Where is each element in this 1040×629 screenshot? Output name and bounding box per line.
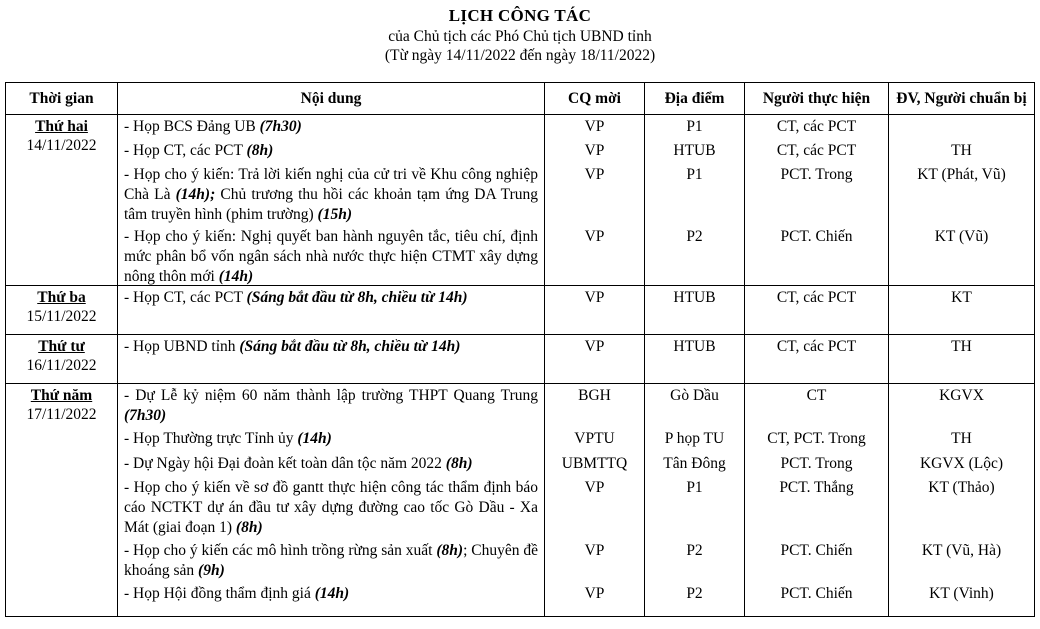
place-cell	[645, 384, 745, 617]
prep-cell	[889, 286, 1035, 335]
agenda-time: (Sáng bắt đầu từ 8h, chiều từ 14h)	[246, 289, 468, 306]
cq-cell	[545, 384, 645, 617]
content-cell	[118, 115, 545, 286]
day-date: 17/11/2022	[26, 406, 97, 423]
place-cell	[645, 335, 745, 384]
table-header-row	[6, 83, 1035, 115]
preparer: KT (Vũ, Hà)	[921, 542, 1002, 559]
prep-cell	[889, 335, 1035, 384]
day-name: Thứ ba	[37, 289, 86, 306]
schedule-table	[5, 82, 1035, 617]
executor: PCT. Chiến	[780, 228, 853, 245]
location: P họp TU	[664, 430, 725, 447]
day-name: Thứ tư	[38, 338, 85, 355]
agenda-text: ; Chuyên đề khoáng sản	[124, 542, 538, 579]
location: P2	[686, 228, 703, 245]
agenda-text: - Họp CT, các PCT	[124, 289, 247, 306]
day-name: Thứ hai	[35, 118, 88, 135]
preparer: TH	[951, 142, 972, 159]
agenda-item	[118, 227, 544, 287]
column-header: ĐV, Người chuẩn bị	[889, 83, 1035, 115]
agenda-time: (14h);	[175, 186, 216, 203]
who-cell	[745, 286, 889, 335]
executor: CT, các PCT	[776, 118, 857, 135]
day-date: 16/11/2022	[26, 357, 97, 374]
preparer: KT (Vũ)	[934, 228, 989, 245]
location: P1	[686, 118, 703, 135]
agenda-time: (8h)	[235, 519, 263, 536]
cq-cell	[545, 286, 645, 335]
agenda-time: (14h)	[297, 430, 332, 447]
day-cell	[6, 286, 118, 335]
agenda-text: - Họp cho ý kiến: Trả lời kiến nghị của cử tri về Khu công nghiệp Chà Là	[124, 166, 538, 203]
location: HTUB	[673, 142, 716, 159]
location: P2	[686, 542, 703, 559]
day-row	[6, 286, 1035, 335]
executor: PCT. Trong	[780, 166, 853, 183]
inviting-agency: BGH	[578, 387, 611, 404]
agenda-item	[118, 337, 544, 357]
agenda-text: - Họp Thường trực Tỉnh ủy	[124, 430, 298, 447]
executor: CT, PCT. Trong	[767, 430, 866, 447]
date-range: (Từ ngày 14/11/2022 đến ngày 18/11/2022)	[384, 47, 656, 64]
agenda-text: - Họp cho ý kiến các mô hình trồng rừng sản xuất	[124, 542, 437, 559]
place-cell	[645, 286, 745, 335]
agenda-time: (Sáng bắt đầu từ 8h, chiều từ 14h)	[239, 338, 461, 355]
executor: PCT. Thắng	[779, 479, 854, 496]
agenda-text: Chủ trương thu hồi các khoản tạm ứng DA Trung tâm truyền hình (phim trường)	[124, 186, 538, 223]
column-header: Người thực hiện	[745, 83, 889, 115]
agenda-time: (15h)	[317, 206, 352, 223]
agenda-item	[118, 386, 544, 426]
day-cell	[6, 335, 118, 384]
inviting-agency: VP	[584, 118, 605, 135]
inviting-agency: VP	[584, 289, 605, 306]
executor: PCT. Chiến	[780, 585, 853, 602]
day-row	[6, 335, 1035, 384]
agenda-item	[118, 117, 544, 137]
content-cell	[118, 384, 545, 617]
agenda-text: - Họp BCS Đảng UB	[124, 118, 260, 135]
preparer: KT (Thảo)	[928, 479, 995, 496]
content-cell	[118, 286, 545, 335]
agenda-item	[118, 541, 544, 581]
preparer: KT	[951, 289, 972, 306]
document-subtitle: của Chủ tịch các Phó Chủ tịch UBND tỉnh	[388, 28, 652, 45]
location: HTUB	[673, 338, 716, 355]
prep-cell	[889, 384, 1035, 617]
cq-cell	[545, 115, 645, 286]
day-cell	[6, 115, 118, 286]
inviting-agency: VP	[584, 479, 605, 496]
agenda-time: (14h)	[314, 585, 350, 602]
day-row	[6, 115, 1035, 286]
agenda-time: (14h)	[218, 268, 254, 285]
inviting-agency: VP	[584, 166, 605, 183]
agenda-time: (7h30)	[259, 118, 302, 135]
agenda-item	[118, 288, 544, 308]
column-header: Thời gian	[6, 83, 118, 115]
agenda-text: - Họp cho ý kiến về sơ đồ gantt thực hiện công tác thẩm định báo cáo NCTKT dự án đầu tư xây dựng đường cao tốc Gò Dầu - Xa Mát (giai đoạn 1)	[124, 479, 538, 536]
preparer: KT (Vinh)	[929, 585, 994, 602]
column-header: Nội dung	[118, 83, 545, 115]
executor: CT	[806, 387, 827, 404]
agenda-item	[118, 429, 544, 449]
preparer: TH	[951, 338, 972, 355]
agenda-text: - Dự Lễ kỷ niệm 60 năm thành lập trường THPT Quang Trung	[124, 387, 538, 404]
location: P1	[686, 166, 703, 183]
location: HTUB	[673, 289, 716, 306]
agenda-time: (8h)	[436, 542, 464, 559]
preparer: TH	[951, 430, 972, 447]
day-name: Thứ năm	[30, 387, 93, 404]
agenda-item	[118, 454, 544, 474]
agenda-item	[118, 478, 544, 538]
location: Gò Dầu	[670, 387, 719, 404]
location: P2	[686, 585, 703, 602]
agenda-time: (9h)	[198, 562, 225, 579]
cq-cell	[545, 335, 645, 384]
column-header: Địa điểm	[645, 83, 745, 115]
who-cell	[745, 335, 889, 384]
inviting-agency: VP	[584, 228, 605, 245]
agenda-time: (8h)	[246, 142, 274, 159]
inviting-agency: VP	[584, 338, 605, 355]
inviting-agency: VP	[584, 542, 605, 559]
who-cell	[745, 115, 889, 286]
agenda-time: (8h)	[445, 455, 473, 472]
agenda-text: - Họp Hội đồng thẩm định giá	[124, 585, 315, 602]
column-header: CQ mời	[545, 83, 645, 115]
location: P1	[686, 479, 703, 496]
executor: CT, các PCT	[776, 289, 857, 306]
place-cell	[645, 115, 745, 286]
preparer: KGVX	[939, 387, 984, 404]
agenda-text: - Dự Ngày hội Đại đoàn kết toàn dân tộc năm 2022	[124, 455, 446, 472]
executor: PCT. Chiến	[780, 542, 853, 559]
agenda-item	[118, 165, 544, 225]
document-title: LỊCH CÔNG TÁC	[448, 6, 592, 25]
executor: CT, các PCT	[776, 142, 857, 159]
preparer: KT (Phát, Vũ)	[917, 166, 1006, 183]
day-cell	[6, 384, 118, 617]
inviting-agency: VP	[584, 142, 605, 159]
agenda-time: (7h30)	[124, 407, 167, 424]
day-row	[6, 384, 1035, 617]
agenda-text: - Họp UBND tỉnh	[124, 338, 240, 355]
day-date: 15/11/2022	[26, 308, 97, 325]
prep-cell	[889, 115, 1035, 286]
executor: CT, các PCT	[776, 338, 857, 355]
location: Tân Đông	[663, 455, 726, 472]
preparer: KGVX (Lộc)	[919, 455, 1004, 472]
agenda-item	[118, 141, 544, 161]
executor: PCT. Trong	[780, 455, 853, 472]
inviting-agency: VPTU	[574, 430, 615, 447]
agenda-text: - Họp CT, các PCT	[124, 142, 247, 159]
day-date: 14/11/2022	[26, 137, 97, 154]
agenda-text: - Họp cho ý kiến: Nghị quyết ban hành nguyên tắc, tiêu chí, định mức phân bổ vốn ngân sách nhà nước thực hiện CTMT xây dựng nông thôn mới	[124, 228, 538, 285]
agenda-item	[118, 584, 544, 604]
who-cell	[745, 384, 889, 617]
inviting-agency: VP	[584, 585, 605, 602]
content-cell	[118, 335, 545, 384]
inviting-agency: UBMTTQ	[561, 455, 628, 472]
